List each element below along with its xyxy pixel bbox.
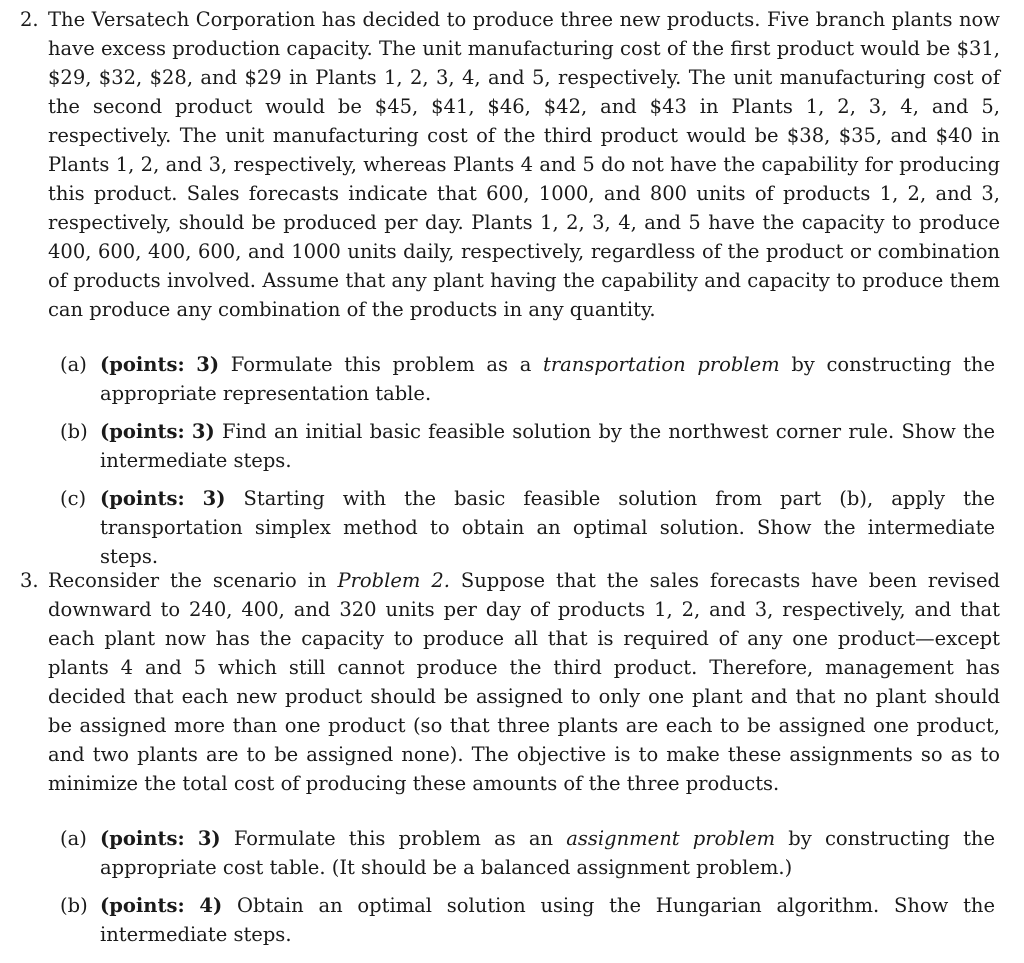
points-label: (points: [100,487,185,510]
points-label: (points: [100,827,185,850]
problem-2-text: The Versatech Corporation has decided to produce three new products. Five branch plants now have excess production capacity. The unit manufacturing cost of the first product would be $31, $29, $32, $28, and $29 in Plants 1, 2, 3, 4, and 5, respectively. The unit manufacturing cost of the second product would be $45, $41, $46, $42, and $43 in Plants 1, 2, 3, 4, and 5, respectively. The unit manufacturing cost of the third product would be $38, $35, and $40 in Plants 1, 2, and 3, respectively, whereas Plants 4 and 5 do not have the capability for producing this product. Sales forecasts indicate that 600, 1000, and 800 units of products 1, 2, and 3, respectively, should be produced per day. Plants 1, 2, 3, 4, and 5 have the capacity to produce 400, 600, 400, 600, and 1000 units daily, respectively, regardless of the product or combination of products involved. Assume that any plant having the capability and capacity to produce them can produce any combination of the products in any quantity. [48,8,1000,321]
problem-3-text-after: Suppose that the sales forecasts have been revised downward to 240, 400, and 320 units per day of products 1, 2, and 3, respectively, and that each plant now has the capacity to produce all that is required of any one product—except plants 4 and 5 which still cannot produce the third product. Therefore, management has decided that each new product should be assigned to only one plant and that no plant should be assigned more than one product (so that three plants are each to be assigned one product, and two plants are to be assigned none). The objective is to make these assignments so as to minimize the total cost of producing these amounts of the three products. [48,569,1000,795]
points-value: 3) [202,487,226,510]
problem-3-number: 3. [20,569,39,592]
part-text-before: Formulate this problem as an [233,827,554,850]
part-body [100,824,995,882]
points-value: 4) [199,894,223,917]
points-label: (points: [100,353,185,376]
part-text: Find an initial basic feasible solution by the northwest corner rule. Show the intermediate steps. [100,420,995,472]
part-text-after: by constructing the appropriate cost table. (It should be a balanced assignment problem.) [100,827,996,879]
points-label: (points: [100,420,185,443]
points-value: 3) [191,420,215,443]
problem-2 [20,5,1000,324]
problem-3-part-b [60,891,995,949]
problem-2-part-b [60,417,995,475]
part-text-before: Formulate this problem as a [230,353,532,376]
problem-3 [20,566,1000,798]
part-body [100,417,995,475]
part-body [100,350,995,408]
part-label: (c) [60,487,87,510]
part-label: (a) [60,353,87,376]
problem-2-parts [60,350,995,580]
part-text: Starting with the basic feasible solution from part (b), apply the transportation simplex method to obtain an optimal solution. Show the intermediate steps. [100,487,995,568]
part-emphasis: transportation problem [542,353,780,376]
problem-3-text-before: Reconsider the scenario in [48,569,327,592]
part-emphasis: assignment problem [566,827,776,850]
points-value: 3) [196,353,220,376]
part-body [100,484,995,571]
points-value: 3) [197,827,221,850]
problem-3-emphasis: Problem 2. [337,569,450,592]
points-label: (points: [100,894,185,917]
part-body [100,891,995,949]
part-text: Obtain an optimal solution using the Hungarian algorithm. Show the intermediate steps. [100,894,996,946]
problem-3-text [48,566,1000,798]
problem-2-part-a [60,350,995,408]
part-text-after: by constructing the appropriate representation table. [100,353,996,405]
part-label: (b) [60,894,88,917]
problem-2-part-c [60,484,995,571]
problem-3-parts [60,824,995,958]
problem-3-part-a [60,824,995,882]
part-label: (b) [60,420,88,443]
problem-2-number: 2. [20,8,39,31]
part-label: (a) [60,827,87,850]
